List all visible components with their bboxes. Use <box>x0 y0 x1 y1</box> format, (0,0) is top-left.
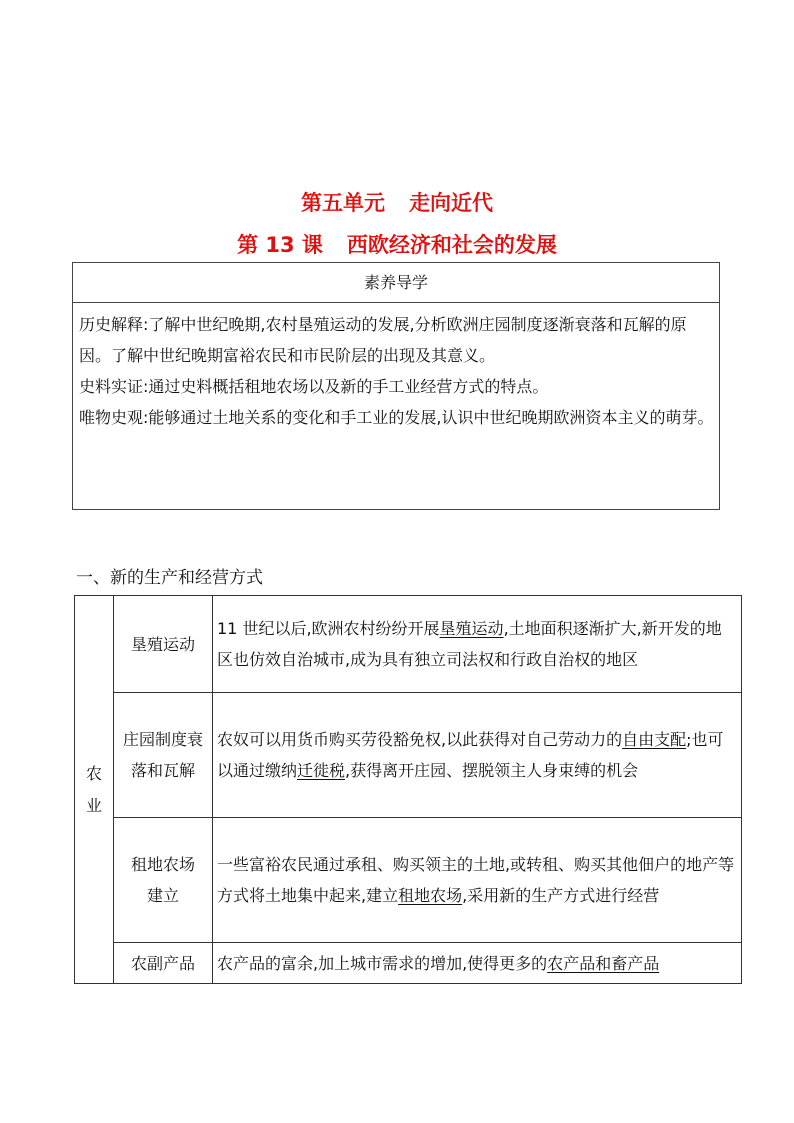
guide-body <box>73 303 719 433</box>
table-row <box>75 693 742 818</box>
row-label: 庄园制度衰落和瓦解 <box>114 693 213 818</box>
row-description: 11 世纪以后,欧洲农村纷纷开展垦殖运动,土地面积逐渐扩大,新开发的地区也仿效自治城市,成为具有独立司法权和行政自治权的地区 <box>213 596 742 693</box>
guide-heading: 素养导学 <box>73 263 719 303</box>
row-description: 农产品的富余,加上城市需求的增加,使得更多的农产品和畜产品 <box>213 943 742 984</box>
row-label: 农副产品 <box>114 943 213 984</box>
table-row <box>75 818 742 943</box>
table-row <box>75 943 742 984</box>
agriculture-table <box>74 595 742 984</box>
guide-history-interpretation: 历史解释:了解中世纪晚期,农村垦殖运动的发展,分析欧洲庄园制度逐渐衰落和瓦解的原因。了解中世纪晚期富裕农民和市民阶层的出现及其意义。 <box>79 315 687 365</box>
section-title: 一、新的生产和经营方式 <box>76 568 263 588</box>
lesson-title: 第 13 课 西欧经济和社会的发展 <box>237 233 557 257</box>
row-label: 垦殖运动 <box>114 596 213 693</box>
category-agriculture: 农 业 <box>75 596 114 984</box>
unit-title: 第五单元 走向近代 <box>301 191 493 215</box>
table-row <box>75 596 742 693</box>
guide-historical-evidence: 史料实证:通过史料概括租地农场以及新的手工业经营方式的特点。 <box>79 377 549 396</box>
literacy-guide-box <box>72 262 720 510</box>
row-description: 农奴可以用货币购买劳役豁免权,以此获得对自己劳动力的自由支配;也可以通过缴纳迁徙税,获得离开庄园、摆脱领主人身束缚的机会 <box>213 693 742 818</box>
row-label: 租地农场建立 <box>114 818 213 943</box>
guide-historical-materialism: 唯物史观:能够通过土地关系的变化和手工业的发展,认识中世纪晚期欧洲资本主义的萌芽。 <box>79 408 714 427</box>
row-description: 一些富裕农民通过承租、购买领主的土地,或转租、购买其他佃户的地产等方式将土地集中起来,建立租地农场,采用新的生产方式进行经营 <box>213 818 742 943</box>
